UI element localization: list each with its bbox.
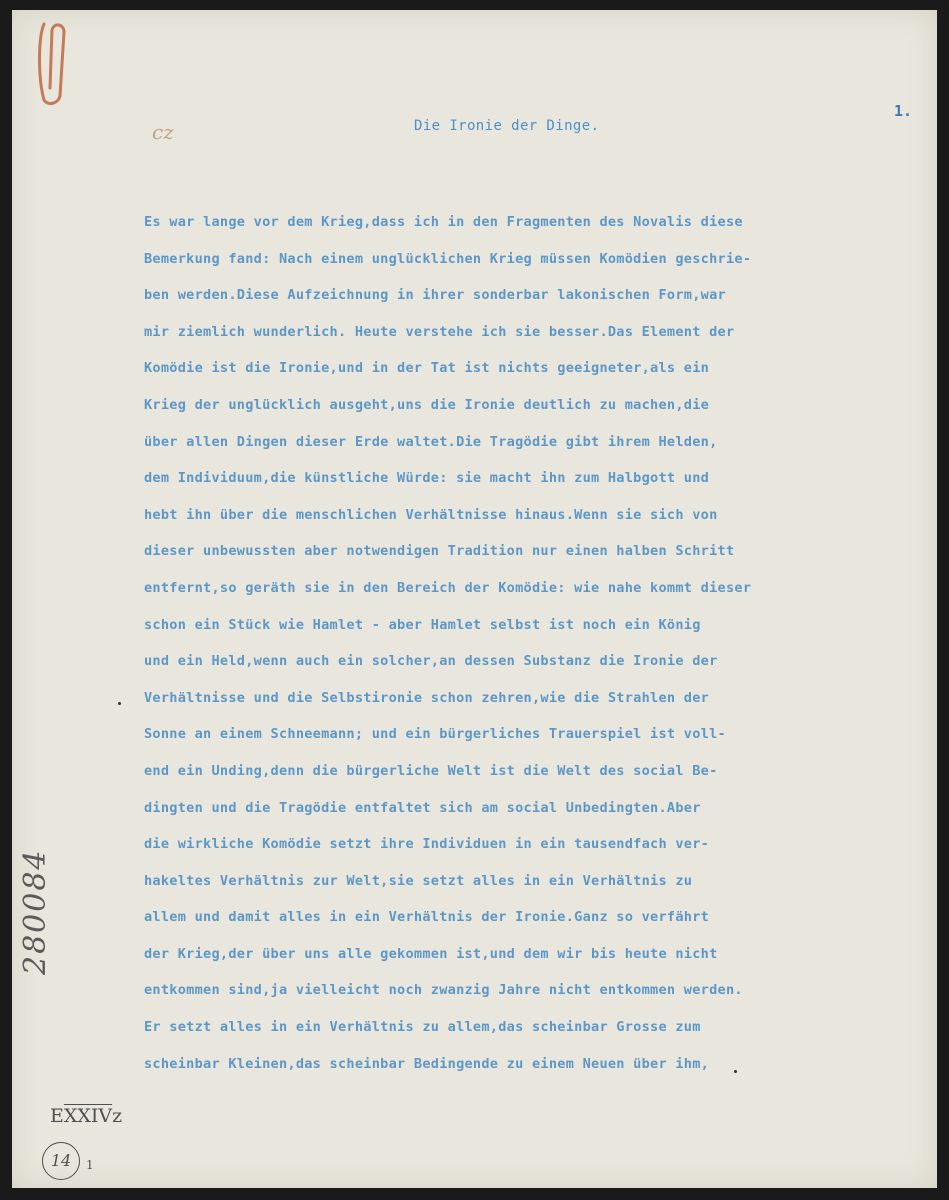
text-line: die wirkliche Komödie setzt ihre Individuen in ein tausendfach ver-: [144, 836, 710, 853]
document-page: [12, 10, 937, 1188]
stray-mark: [118, 702, 121, 705]
text-line: Bemerkung fand: Nach einem unglücklichen Krieg müssen Komödien geschrie-: [144, 250, 752, 267]
text-line: Es war lange vor dem Krieg,dass ich in den Fragmenten des Novalis diese: [144, 214, 743, 230]
page-number: 1.: [894, 102, 913, 120]
text-line: allem und damit alles in ein Verhältnis der Ironie.Ganz so verfährt: [144, 909, 710, 926]
text-line: und ein Held,wenn auch ein solcher,an dessen Substanz die Ironie der: [144, 653, 718, 670]
folio-number: 14: [42, 1142, 80, 1180]
stray-mark: [734, 1070, 737, 1073]
text-line: über allen Dingen dieser Erde waltet.Die Tragödie gibt ihrem Helden,: [144, 433, 718, 450]
archive-number: [18, 848, 58, 975]
text-line: schon ein Stück wie Hamlet - aber Hamlet selbst ist noch ein König: [144, 616, 701, 633]
shelf-mark-prefix: E: [50, 1105, 64, 1127]
shelf-mark-suffix: z: [112, 1105, 123, 1127]
text-line: end ein Unding,denn die bürgerliche Welt ist die Welt des social Be-: [144, 762, 718, 779]
text-line: scheinbar Kleinen,das scheinbar Bedingende zu einem Neuen über ihm,: [144, 1055, 710, 1072]
paperclip-mark: [34, 18, 78, 108]
text-line: dem Individuum,die künstliche Würde: sie macht ihn zum Halbgott und: [144, 470, 710, 487]
shelf-mark-numeral: XXIV: [63, 1105, 113, 1127]
text-line: hebt ihn über die menschlichen Verhältnisse hinaus.Wenn sie sich von: [144, 506, 718, 523]
text-line: Krieg der unglücklich ausgeht,uns die Ironie deutlich zu machen,die: [144, 396, 710, 413]
pencil-note: cz: [152, 120, 174, 144]
folio-suffix: 1: [86, 1158, 94, 1172]
text-line: hakeltes Verhältnis zur Welt,sie setzt alles in ein Verhältnis zu: [144, 872, 693, 889]
text-line: Verhältnisse und die Selbstironie schon zehren,wie die Strahlen der: [144, 689, 710, 706]
text-line: Er setzt alles in ein Verhältnis zu allem,das scheinbar Grosse zum: [144, 1019, 701, 1036]
text-line: entfernt,so geräth sie in den Bereich der Komödie: wie nahe kommt dieser: [144, 579, 752, 596]
text-line: Sonne an einem Schneemann; und ein bürgerliches Trauerspiel ist voll-: [144, 726, 726, 743]
typewritten-body: [144, 210, 914, 1088]
archive-number-text: 280084: [18, 848, 53, 975]
text-line: entkommen sind,ja vielleicht noch zwanzig Jahre nicht entkommen werden.: [144, 982, 743, 999]
text-line: Komödie ist die Ironie,und in der Tat ist nichts geeigneter,als ein: [144, 360, 710, 377]
shelf-mark: [50, 1105, 122, 1127]
text-line: ben werden.Diese Aufzeichnung in ihrer sonderbar lakonischen Form,war: [144, 287, 726, 304]
text-line: der Krieg,der über uns alle gekommen ist,und dem wir bis heute nicht: [144, 945, 718, 962]
text-line: dingten und die Tragödie entfaltet sich am social Unbedingten.Aber: [144, 799, 701, 816]
text-line: mir ziemlich wunderlich. Heute verstehe ich sie besser.Das Element der: [144, 323, 735, 340]
text-line: dieser unbewussten aber notwendigen Tradition nur einen halben Schritt: [144, 543, 735, 560]
document-title: Die Ironie der Dinge.: [414, 118, 600, 134]
